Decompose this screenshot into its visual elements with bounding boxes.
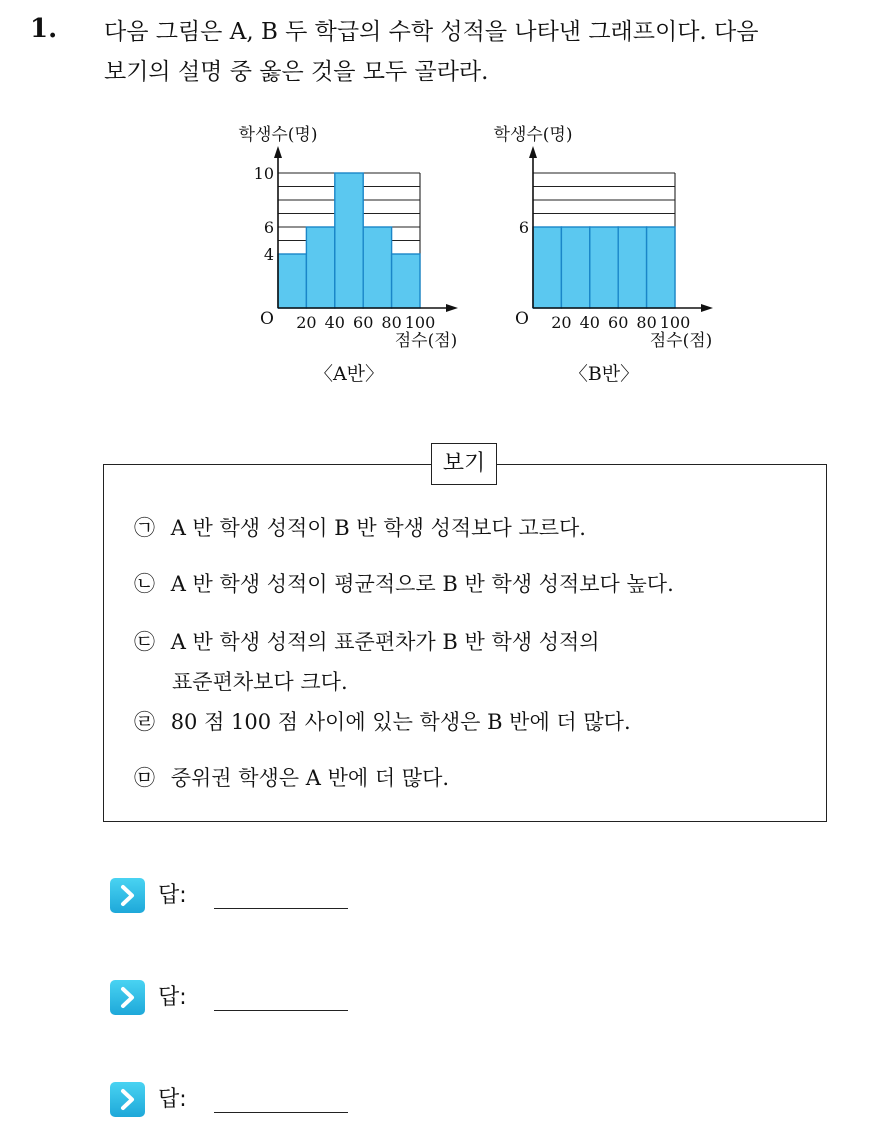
x-tick-label: 80 [381,313,402,332]
y-tick-label: 6 [518,218,529,237]
answer-row-1 [110,876,370,916]
answer-label: 답: [158,1087,187,1112]
option-marker: ㉠ [134,516,155,540]
question-number: 1. [30,14,58,44]
answer-blank[interactable] [214,1112,348,1113]
x-axis-label: 점수(점) [649,331,713,351]
histogram-bar [618,227,646,308]
x-tick-label: 80 [636,313,657,332]
option-text: A 반 학생 성적의 표준편차가 B 반 학생 성적의 [170,630,600,654]
histogram-bar [278,254,306,308]
chart-caption: 〈B반〉 [568,363,640,385]
y-tick-label: 10 [253,164,274,183]
x-tick-label: 60 [353,313,374,332]
x-tick-label: 40 [579,313,600,332]
x-tick-label: 40 [324,313,345,332]
option-3 [134,626,600,694]
option-5 [134,762,449,792]
question-text [104,12,874,92]
chart-caption: 〈A반〉 [313,363,385,385]
y-axis-arrowhead [529,146,537,158]
y-axis-arrowhead [274,146,282,158]
chevron-right-icon [110,1082,145,1117]
origin-label: O [515,309,529,329]
option-text-continued: 표준편차보다 크다. [172,670,348,694]
answer-label: 답: [158,985,187,1010]
answer-row-3 [110,1080,370,1120]
x-tick-label: 20 [551,313,572,332]
y-tick-label: 6 [263,218,274,237]
y-tick-label: 4 [263,245,274,264]
histogram-bar [335,173,363,308]
histogram-bar [306,227,334,308]
x-tick-label: 60 [608,313,629,332]
question-line-1: 다음 그림은 A, B 두 학급의 수학 성적을 나타낸 그래프이다. 다음 [104,19,759,45]
answer-row-2 [110,978,370,1018]
option-marker: ㉢ [134,630,155,654]
option-marker: ㉤ [134,766,155,790]
question-line-2: 보기의 설명 중 옳은 것을 모두 골라라. [104,59,489,85]
origin-label: O [260,309,274,329]
histogram-bar [533,227,561,308]
chevron-right-icon [110,878,145,913]
x-tick-label: 100 [404,313,436,332]
option-1 [134,512,586,542]
option-marker: ㉡ [134,572,155,596]
x-axis-arrowhead [701,304,713,312]
option-2 [134,568,674,598]
y-axis-label: 학생수(명) [238,125,318,145]
option-text: 중위권 학생은 A 반에 더 많다. [170,766,450,790]
option-text: A 반 학생 성적이 B 반 학생 성적보다 고르다. [170,516,586,540]
x-axis-label: 점수(점) [394,331,458,351]
x-tick-label: 20 [296,313,317,332]
histogram-bar [590,227,618,308]
histogram-figure [0,118,884,398]
chevron-right-icon [110,980,145,1015]
histogram-bar [561,227,589,308]
histogram-bar [647,227,675,308]
x-axis-arrowhead [446,304,458,312]
bogi-title: 보기 [431,443,497,485]
answer-label: 답: [158,883,187,908]
x-tick-label: 100 [659,313,691,332]
histogram-bar [363,227,391,308]
option-text: A 반 학생 성적이 평균적으로 B 반 학생 성적보다 높다. [170,572,674,596]
option-marker: ㉣ [134,710,155,734]
y-axis-label: 학생수(명) [493,125,573,145]
answer-blank[interactable] [214,1010,348,1011]
option-4 [134,706,631,736]
option-text: 80 점 100 점 사이에 있는 학생은 B 반에 더 많다. [170,710,631,734]
chart-area [0,118,884,398]
answer-blank[interactable] [214,908,348,909]
histogram-bar [392,254,420,308]
